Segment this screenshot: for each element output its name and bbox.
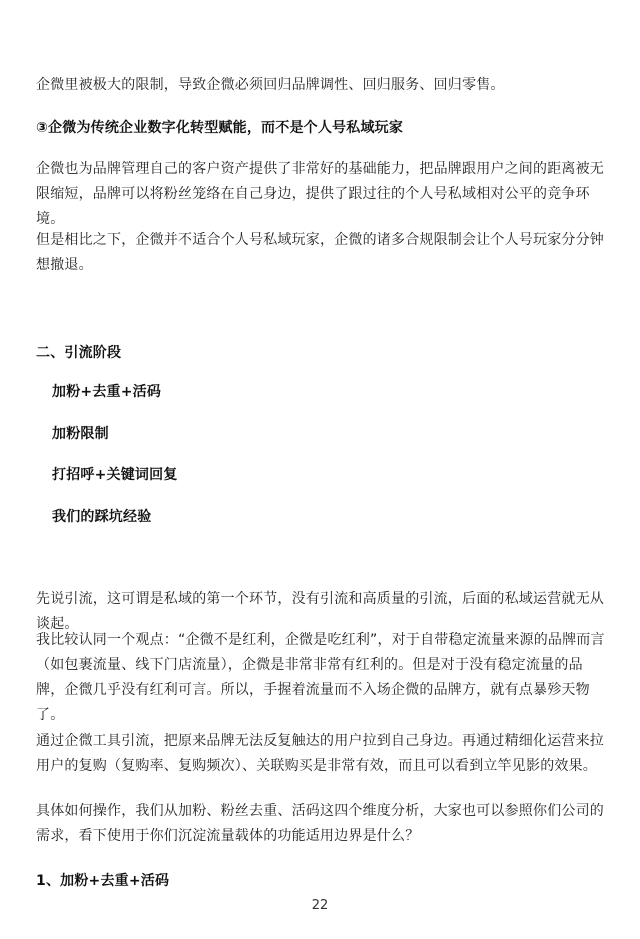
sub-item-3: 打招呼+关键词回复 xyxy=(52,467,178,483)
page-number: 22 xyxy=(311,898,329,913)
heading-last: 1、加粉+去重+活码 xyxy=(36,873,170,889)
paragraph-1: 企微里被极大的限制，导致企微必须回归品牌调性、回归服务、回归零售。 xyxy=(36,77,505,93)
sub-item-4: 我们的踩坑经验 xyxy=(52,509,152,525)
paragraph-7: 具体如何操作，我们从加粉、粉丝去重、活码这四个维度分析，大家也可以参照你们公司的需求，看下使用于你们沉淀流量载体的功能适用边界是什么？ xyxy=(36,803,604,844)
paragraph-2: 企微也为品牌管理自己的客户资产提供了非常好的基础能力，把品牌跟用户之间的距离被无限缩短，品牌可以将粉丝笼络在自己身边，提供了跟过往的个人号私域相对公平的竞争环境。 xyxy=(36,161,604,227)
paragraph-3: 但是相比之下，企微并不适合个人号私域玩家，企微的诸多合规限制会让个人号玩家分分钟想撤退。 xyxy=(36,232,604,273)
heading-3: ③企微为传统企业数字化转型赋能，而不是个人号私域玩家 xyxy=(36,120,404,136)
paragraph-6: 通过企微工具引流，把原来品牌无法反复触达的用户拉到自己身边。再通过精细化运营来拉用户的复购（复购率、复购频次）、关联购买是非常有效，而且可以看到立竿见影的效果。 xyxy=(36,733,604,774)
paragraph-4: 先说引流，这可谓是私域的第一个环节，没有引流和高质量的引流，后面的私域运营就无从谈起。 xyxy=(36,591,604,632)
sub-item-1: 加粉+去重+活码 xyxy=(52,384,162,400)
sub-item-2: 加粉限制 xyxy=(52,426,109,442)
paragraph-5: 我比较认同一个观点：“企微不是红利，企微是吃红利”，对于自带稳定流量来源的品牌而言（如包裹流量、线下门店流量），企微是非常非常有红利的。但是对于没有稳定流量的品牌，企微几乎没有红利可言。所以，手握着流量而不入场企微的品牌方，就有点暴殄天物了。 xyxy=(36,632,605,723)
section-heading-2: 二、引流阶段 xyxy=(36,345,122,361)
